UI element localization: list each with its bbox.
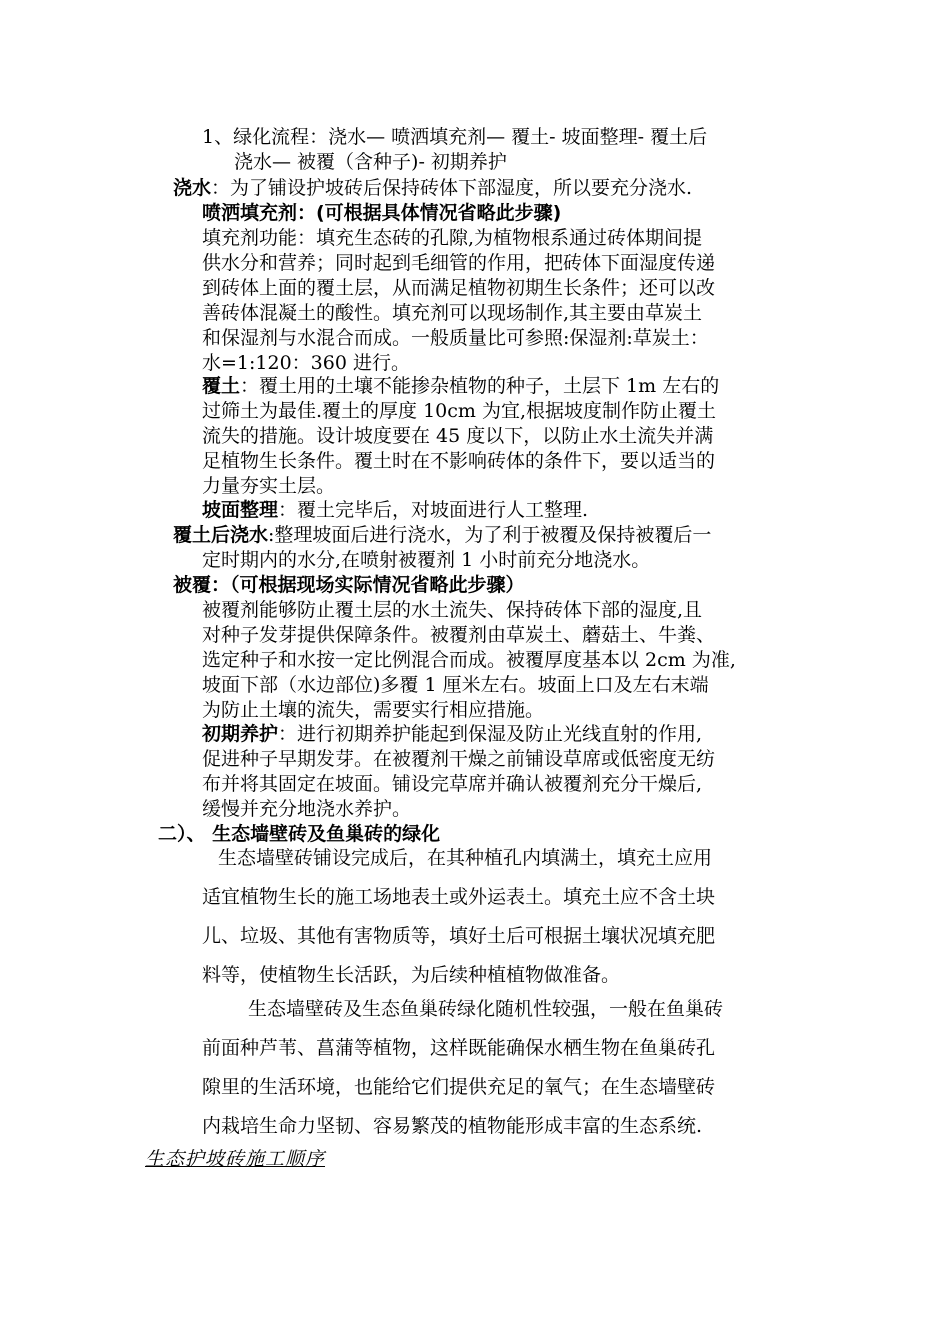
section2-line: 料等，使植物生长活跃，为后续种植植物做准备。: [202, 964, 621, 986]
flow-paragraph: [202, 125, 707, 175]
care-line: 缓慢并充分地浇水养护。: [202, 798, 412, 820]
slope-paragraph: [202, 498, 588, 523]
section2-line: 生态墙壁砖及生态鱼巢砖绿化随机性较强，一般在鱼巢砖: [248, 998, 724, 1020]
cover-line: 为防止土壤的流失，需要实行相应措施。: [202, 699, 545, 721]
section2-line: 前面种芦苇、菖蒲等植物，这样既能确保水栖生物在鱼巢砖孔: [202, 1037, 716, 1059]
care-section: [202, 722, 715, 822]
care-label: 初期养护: [202, 723, 279, 745]
section2-line: 隙里的生活环境，也能给它们提供充足的氧气；在生态墙壁砖: [202, 1076, 716, 1098]
cover-heading: 被覆：（可根据现场实际情况省略此步骤）: [173, 574, 525, 596]
after-water-paragraph: [173, 523, 711, 573]
section2-line: 适宜植物生长的施工场地表土或外运表土。填充土应不含土块: [202, 886, 716, 908]
section2-paragraph-1: [202, 839, 715, 995]
soil-section: [202, 374, 719, 499]
footer-title: 生态护坡砖施工顺序: [145, 1148, 326, 1170]
soil-label: 覆土: [202, 375, 241, 397]
watering-paragraph: [173, 176, 692, 201]
cover-line: 被覆剂能够防止覆土层的水土流失、保持砖体下部的湿度,且: [202, 599, 703, 621]
filler-heading: 喷洒填充剂：(可根据具体情况省略此步骤): [202, 202, 562, 224]
after-water-second-line: 定时期内的水分,在喷射被覆剂 1 小时前充分地浇水。: [202, 549, 651, 571]
cover-section: [202, 598, 736, 723]
after-water-label: 覆土后浇水: [173, 524, 269, 546]
flow-line-2: 浇水— 被覆（含种子)- 初期养护: [234, 151, 507, 173]
filler-line: 水=1:120：360 进行。: [202, 352, 410, 374]
cover-line: 坡面下部（水边部位)多覆 1 厘米左右。坡面上口及左右末端: [202, 674, 709, 696]
section2-line: 内栽培生命力坚韧、容易繁茂的植物能形成丰富的生态系统.: [202, 1115, 703, 1137]
care-line: 布并将其固定在坡面。铺设完草席并确认被覆剂充分干燥后,: [202, 773, 703, 795]
section2-paragraph-2: [202, 990, 723, 1146]
watering-label: 浇水: [173, 177, 212, 199]
section2-heading: 二）、 生态墙壁砖及鱼巢砖的绿化: [158, 823, 441, 845]
filler-section: [202, 201, 715, 376]
flow-line-1: 1、绿化流程：浇水— 喷洒填充剂— 覆土- 坡面整理- 覆土后: [202, 126, 708, 148]
slope-label: 坡面整理: [202, 499, 279, 521]
soil-line: 过筛土为最佳.覆土的厚度 10cm 为宜,根据坡度制作防止覆土: [202, 400, 716, 422]
soil-line: 流失的措施。设计坡度要在 45 度以下，以防止水土流失并满: [202, 425, 714, 447]
watering-text: ：为了铺设护坡砖后保持砖体下部湿度，所以要充分浇水.: [211, 177, 693, 199]
filler-line: 和保湿剂与水混合而成。一般质量比可参照:保湿剂:草炭土：: [202, 327, 709, 349]
section2-line: 儿、垃圾、其他有害物质等，填好土后可根据土壤状况填充肥: [202, 925, 716, 947]
filler-line: 填充剂功能：填充生态砖的孔隙,为植物根系通过砖体期间提: [202, 227, 703, 249]
filler-line: 供水分和营养；同时起到毛细管的作用，把砖体下面湿度传递: [202, 252, 716, 274]
soil-first-line: ：覆土用的土壤不能掺杂植物的种子，土层下 1m 左右的: [240, 375, 720, 397]
soil-line: 足植物生长条件。覆土时在不影响砖体的条件下，要以适当的: [202, 450, 716, 472]
cover-line: 对种子发芽提供保障条件。被覆剂由草炭土、蘑菇土、牛粪、: [202, 624, 716, 646]
after-water-first-line: :整理坡面后进行浇水，为了利于被覆及保持被覆后一: [268, 524, 712, 546]
filler-line: 到砖体上面的覆土层，从而满足植物初期生长条件；还可以改: [202, 277, 716, 299]
section2-line: 生态墙壁砖铺设完成后，在其种植孔内填满土，填充土应用: [218, 847, 713, 869]
cover-line: 选定种子和水按一定比例混合而成。被覆厚度基本以 2cm 为准,: [202, 649, 736, 671]
care-line: 促进种子早期发芽。在被覆剂干燥之前铺设草席或低密度无纺: [202, 748, 716, 770]
filler-line: 善砖体混凝土的酸性。填充剂可以现场制作,其主要由草炭土: [202, 302, 703, 324]
care-first-line: ：进行初期养护能起到保湿及防止光线直射的作用,: [278, 723, 703, 745]
slope-text: ：覆土完毕后，对坡面进行人工整理.: [278, 499, 589, 521]
soil-line: 力量夯实土层。: [202, 475, 336, 497]
